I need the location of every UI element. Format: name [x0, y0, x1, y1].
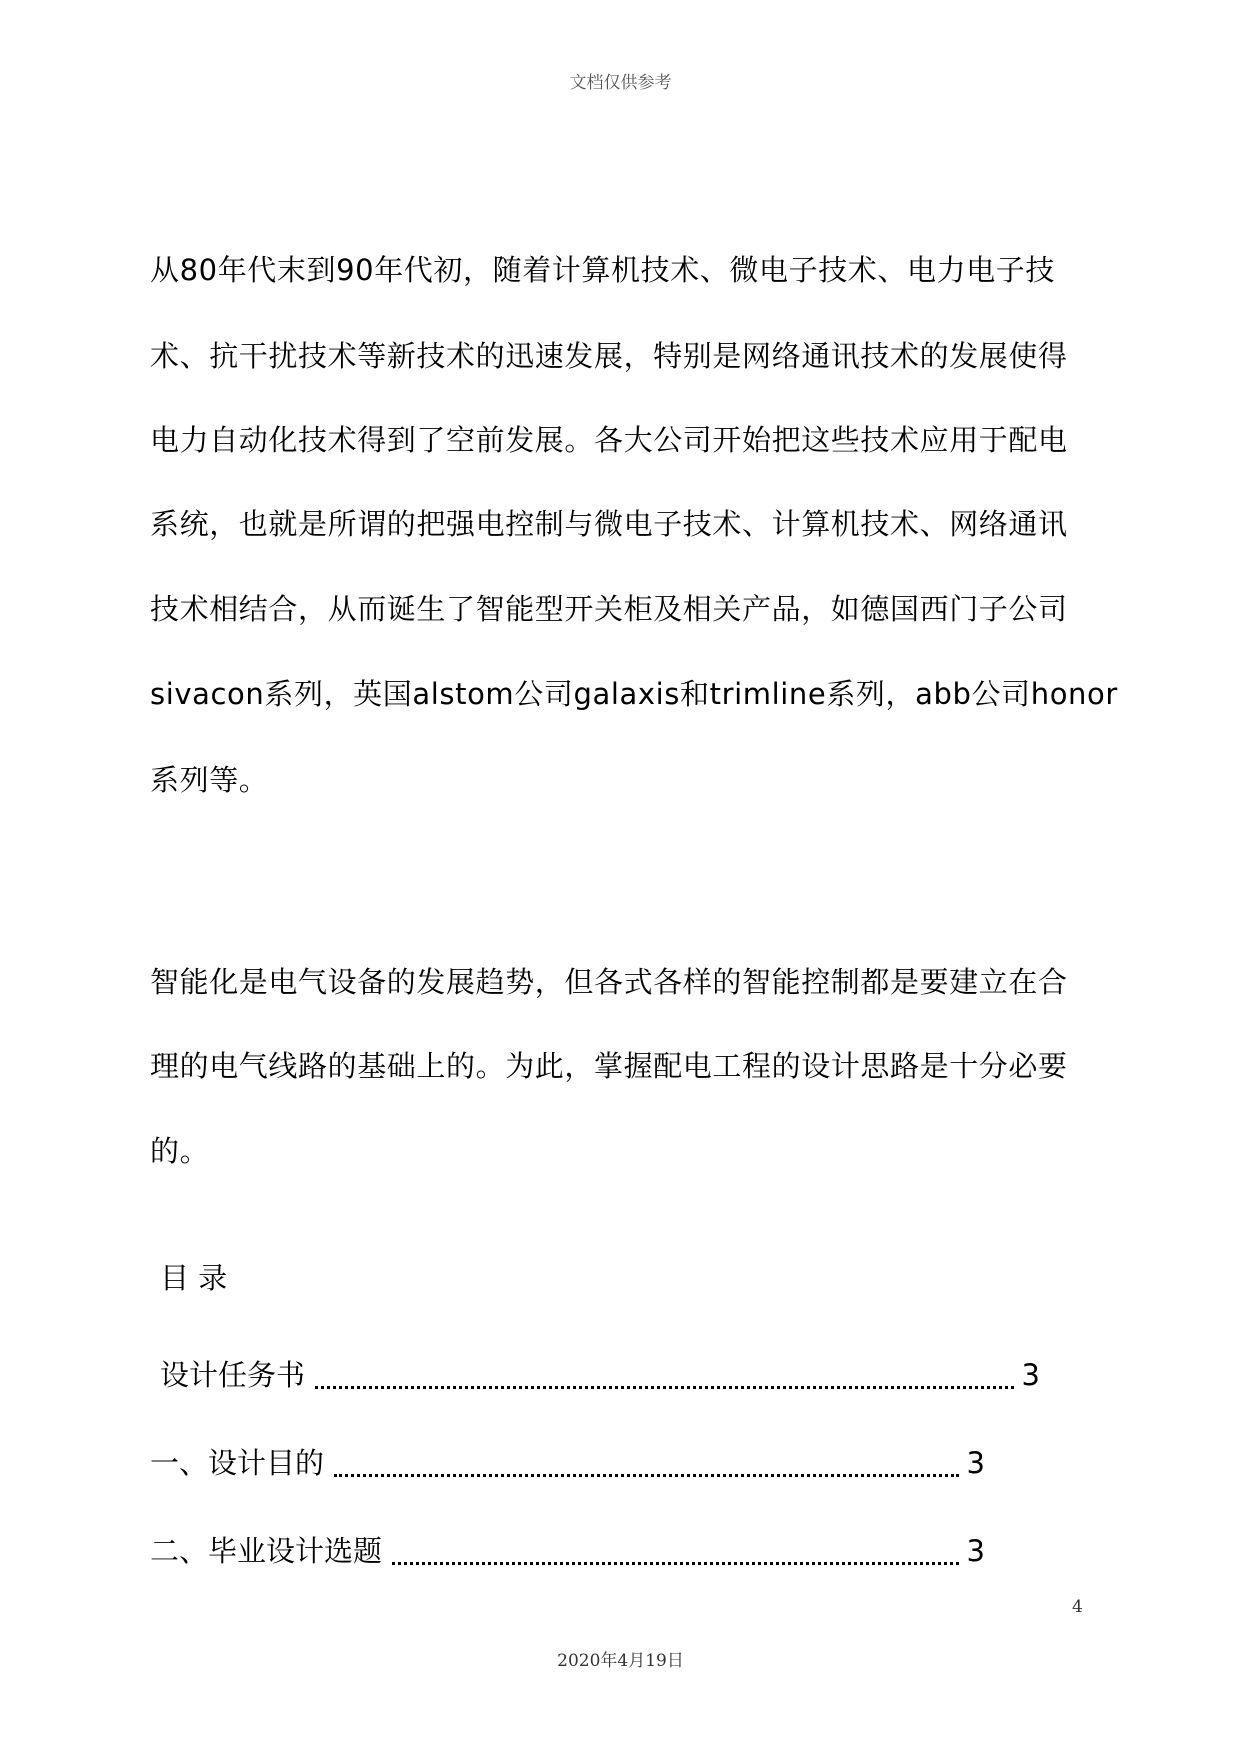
- paragraph-1-line-6: sivacon系列，英国alstom公司galaxis和trimline系列，abb公司honor: [150, 677, 1118, 711]
- toc-leader-dots: [334, 1446, 959, 1477]
- toc-entry-page: 3: [966, 1446, 985, 1480]
- paragraph-1-line-5: 技术相结合，从而诞生了智能型开关柜及相关产品，如德国西门子公司: [150, 592, 1068, 626]
- toc-leader-dots: [392, 1534, 959, 1565]
- page-footer-date: 2020年4月19日: [557, 1651, 684, 1671]
- toc-leader-dots: [315, 1358, 1014, 1389]
- page-number: 4: [1072, 1597, 1083, 1617]
- paragraph-1-line-2: 术、抗干扰技术等新技术的迅速发展，特别是网络通讯技术的发展使得: [150, 339, 1068, 373]
- toc-entry[interactable]: [150, 1531, 985, 1571]
- paragraph-1-line-7: 系列等。: [150, 763, 269, 797]
- toc-entry-label: 一、设计目的: [150, 1446, 325, 1480]
- paragraph-1-line-4: 系统，也就是所谓的把强电控制与微电子技术、计算机技术、网络通讯: [150, 507, 1068, 541]
- paragraph-1-line-1: 从80年代末到90年代初，随着计算机技术、微电子技术、电力电子技: [150, 253, 1056, 287]
- paragraph-1-line-3: 电力自动化技术得到了空前发展。各大公司开始把这些技术应用于配电: [150, 423, 1068, 457]
- toc-heading: 目 录: [160, 1261, 228, 1295]
- toc-entry-page: 3: [1021, 1358, 1040, 1392]
- toc-entry[interactable]: [160, 1355, 1040, 1395]
- toc-entry-label: 二、毕业设计选题: [150, 1534, 383, 1568]
- toc-entry[interactable]: [150, 1443, 985, 1483]
- toc-entry-page: 3: [966, 1534, 985, 1568]
- paragraph-2-line-3: 的。: [150, 1134, 210, 1168]
- page-header: 文档仅供参考: [569, 73, 672, 93]
- paragraph-2-line-1: 智能化是电气设备的发展趋势，但各式各样的智能控制都是要建立在合: [150, 965, 1068, 999]
- toc-entry-label: 设计任务书: [160, 1358, 306, 1392]
- paragraph-2-line-2: 理的电气线路的基础上的。为此，掌握配电工程的设计思路是十分必要: [150, 1049, 1068, 1083]
